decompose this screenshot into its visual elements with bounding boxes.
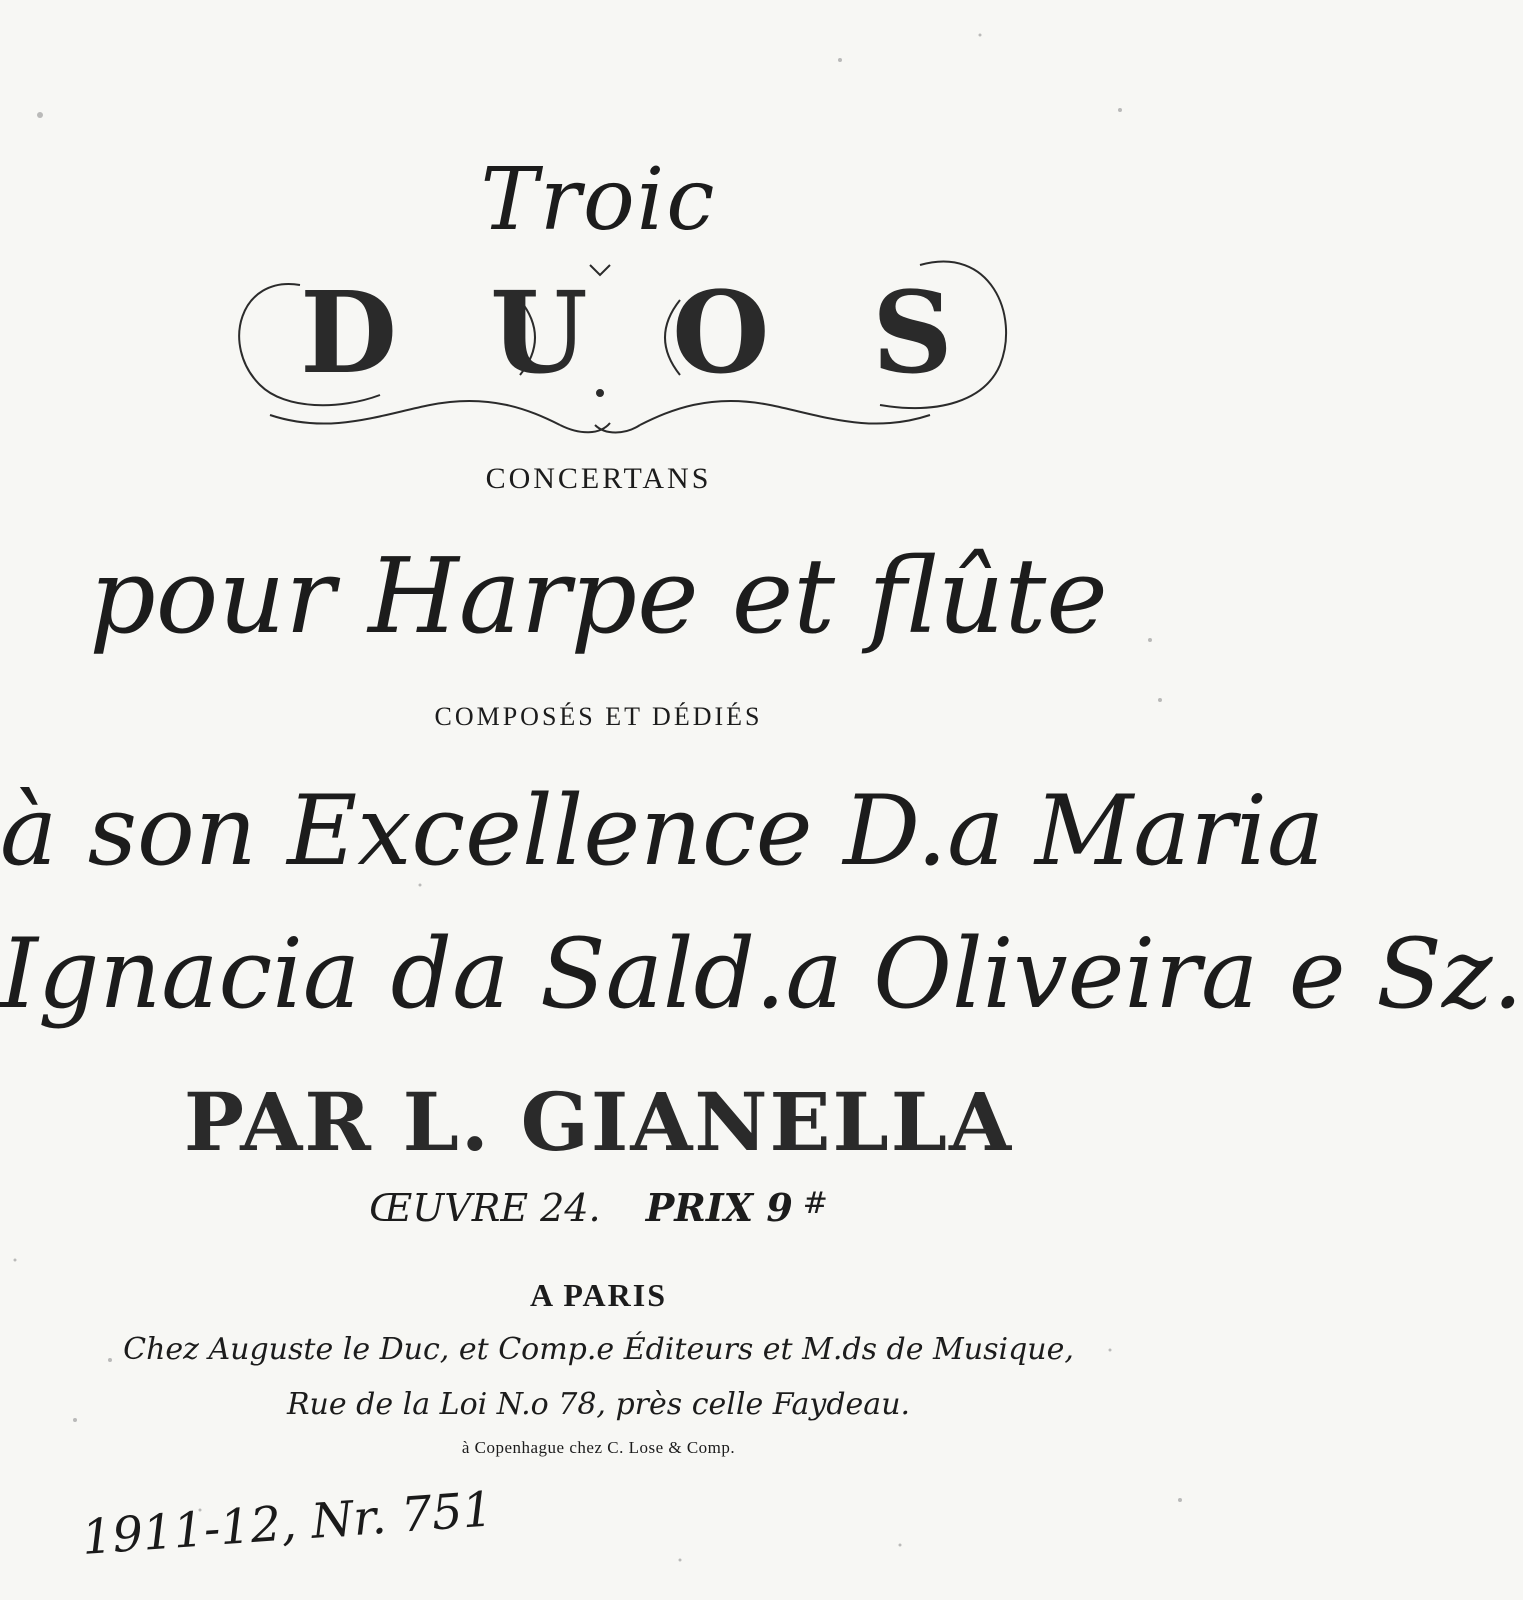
main-title-letter-o: O <box>672 268 770 399</box>
handwritten-shelfmark: 1911-12, Nr. 751 <box>80 1481 495 1566</box>
copenhagen-agent: à Copenhague chez C. Lose & Comp. <box>461 1438 736 1457</box>
price-unit: # <box>802 1186 828 1221</box>
main-title <box>0 268 1197 399</box>
subtitle: CONCERTANS <box>485 462 712 495</box>
price: PRIX 9 <box>645 1185 793 1230</box>
opus-price-row <box>0 1185 1197 1230</box>
opus-number: ŒUVRE 24. <box>369 1186 601 1230</box>
composer: PAR L. GIANELLA <box>183 1075 1014 1169</box>
main-title-letter-d: D <box>300 268 398 399</box>
publisher-city: A PARIS <box>530 1277 667 1313</box>
publisher-line-2: Rue de la Loi N.o 78, près celle Faydeau. <box>286 1387 911 1422</box>
dedicatee-line-2: Ignacia da Sald.a Oliveira e Sz. <box>0 918 1523 1030</box>
main-title-letter-u: U <box>490 268 588 399</box>
instrumentation: pour Harpe et flûte <box>89 535 1108 657</box>
title-word: Troic <box>480 150 717 250</box>
dedicatee-line-1: à son Excellence D.a Maria <box>0 775 1325 887</box>
publisher-line-1: Chez Auguste le Duc, et Comp.e Éditeurs et M.ds de Musique, <box>123 1332 1074 1367</box>
main-title-letter-s: S <box>872 268 953 399</box>
dedication-heading: COMPOSÉS ET DÉDIÉS <box>434 702 763 731</box>
